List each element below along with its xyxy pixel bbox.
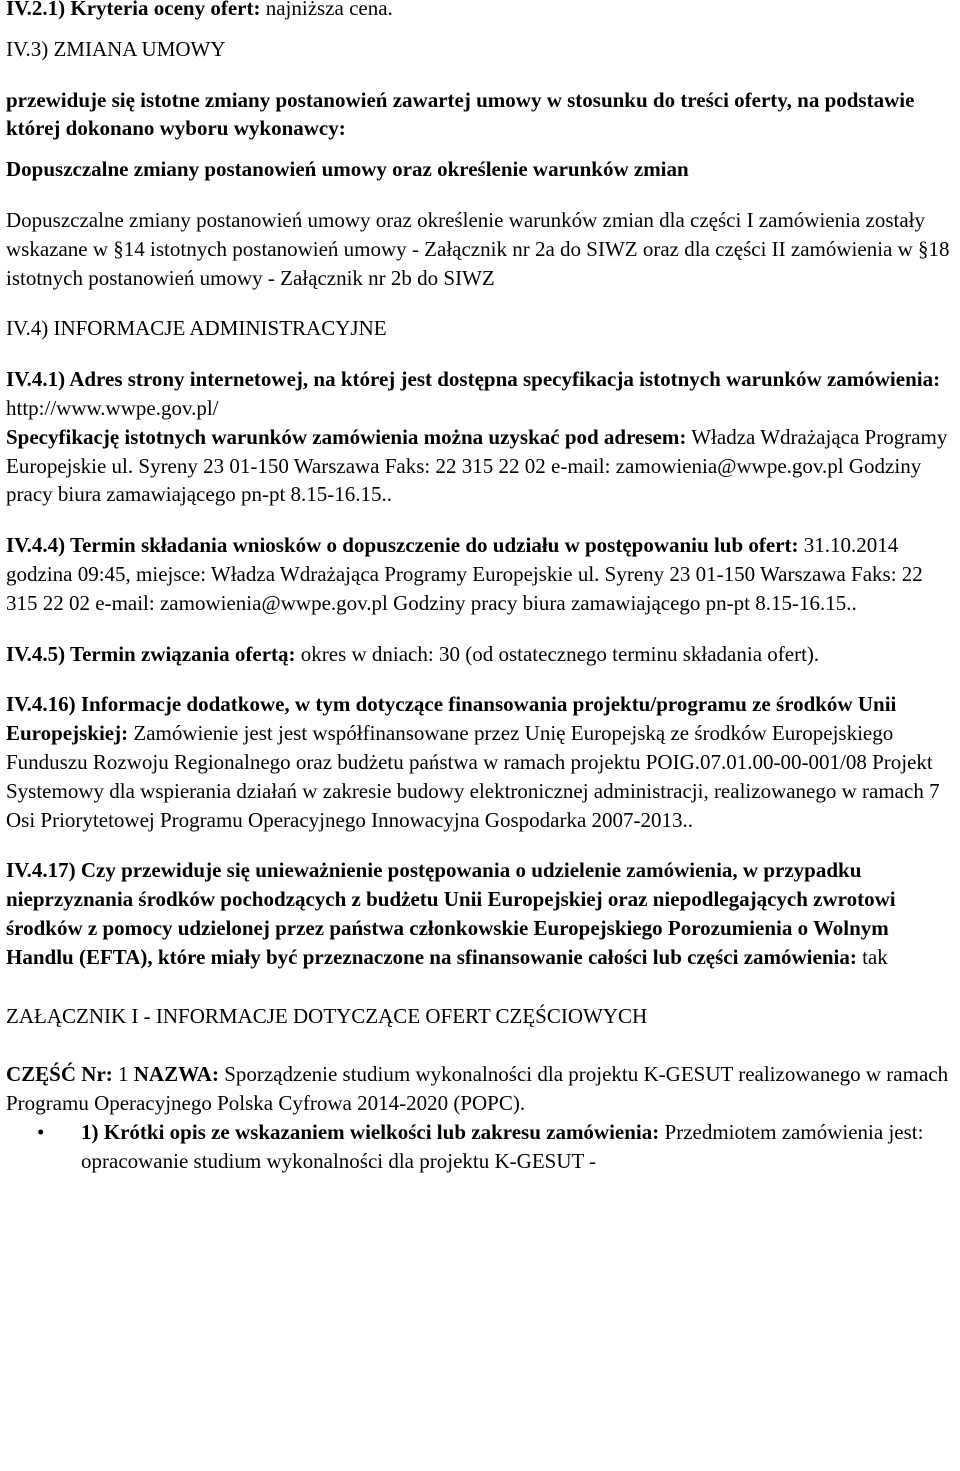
annex-part-label: CZĘŚĆ Nr:: [6, 1062, 113, 1087]
section-iv-4-17: [6, 856, 954, 971]
section-iv-4-heading: IV.4) INFORMACJE ADMINISTRACYJNE: [6, 316, 387, 341]
section-iv-4-4-value: 31.10.2014 godzina 09:45, miejsce: Władza Wdrażająca Programy Europejskie ul. Syreny 23 01-150 Warszawa Faks: 22 315 22 02 e-mail: zamowienia@wwpe.gov.pl Godziny pracy biura zamawiającego pn-pt 8.15-16.15..: [6, 533, 923, 615]
annex-item-1-label: 1) Krótki opis ze wskazaniem wielkości lub zakresu zamówienia:: [81, 1119, 660, 1144]
section-iv-4-1-url: http://www.wwpe.gov.pl/: [6, 395, 219, 420]
annex-item-list: [6, 1118, 954, 1176]
section-iv-4-17-label: IV.4.17) Czy przewiduje się unieważnienie postępowania o udzielenie zamówienia, w przypadku nieprzyznania środków pochodzących z budżetu Unii Europejskiej oraz niepodlegających zwrotowi środków z pomocy udzielonej przez państwa członkowskie Europejskiego Porozumienia o Wolnym Handlu (EFTA), które miały być przeznaczone na sfinansowanie całości lub części zamówienia:: [6, 858, 896, 969]
annex-name-value: Sporządzenie studium wykonalności dla projektu K-GESUT realizowanego w ramach Programu Operacyjnego Polska Cyfrowa 2014-2020 (POPC).: [6, 1062, 949, 1116]
section-iv-4-5-value: okres w dniach: 30 (od ostatecznego terminu składania ofert).: [295, 641, 820, 666]
section-iv-4-16-label: IV.4.16) Informacje dodatkowe, w tym dotyczące finansowania projektu/programu ze środków Unii Europejskiej:: [6, 692, 897, 746]
section-iv-4-1-label2: Specyfikację istotnych warunków zamówienia można uzyskać pod adresem:: [6, 424, 687, 449]
annex-item-1-value: Przedmiotem zamówienia jest: opracowanie studium wykonalności dla projektu K-GESUT -: [81, 1119, 924, 1173]
annex-part: [6, 1060, 954, 1118]
bullet-icon: •: [37, 1119, 45, 1144]
section-iv-3-intro: [6, 86, 954, 144]
section-iv-4-1-label: IV.4.1) Adres strony internetowej, na której jest dostępna specyfikacja istotnych warunków zamówienia:: [6, 367, 941, 392]
section-iv-4-1-address: Władza Wdrażająca Programy Europejskie ul. Syreny 23 01-150 Warszawa Faks: 22 315 22 02 e-mail: zamowienia@wwpe.gov.pl Godziny pracy biura zamawiającego pn-pt 8.15-16.15..: [6, 424, 948, 507]
section-iv-4-4-label: IV.4.4) Termin składania wniosków o dopuszczenie do udziału w postępowaniu lub ofert:: [6, 533, 799, 558]
section-iv-3-intro-text: przewiduje się istotne zmiany postanowień zawartej umowy w stosunku do treści oferty, na podstawie której dokonano wyboru wykonawcy:: [6, 87, 915, 141]
section-iv-2-1-label: IV.2.1) Kryteria oceny ofert:: [6, 0, 261, 20]
section-iv-4-16-value: Zamówienie jest jest współfinansowane przez Unię Europejską ze środków Europejskiego Funduszu Rozwoju Regionalnego oraz budżetu państwa w ramach projektu POIG.07.01.00-00-001/08 Projekt Systemowy dla wspierania działań w zakresie budowy elektronicznej administracji, realizowanego w ramach 7 Osi Priorytetowej Programu Operacyjnego Innowacyjna Gospodarka 2007-2013..: [6, 721, 940, 832]
annex-part-number: 1: [112, 1062, 134, 1087]
document-page: [6, 0, 954, 1176]
annex-heading: ZAŁĄCZNIK I - INFORMACJE DOTYCZĄCE OFERT CZĘŚCIOWYCH: [6, 1003, 648, 1028]
section-iv-2-1: [6, 0, 954, 23]
section-iv-2-1-value: najniższa cena.: [260, 0, 393, 20]
section-iv-3-heading: IV.3) ZMIANA UMOWY: [6, 36, 226, 61]
section-iv-3-subheading: [6, 155, 954, 184]
list-item: [6, 1118, 954, 1176]
section-iv-4-17-value: tak: [856, 944, 888, 969]
section-iv-4-16: [6, 690, 954, 834]
section-iv-3-subheading-text: Dopuszczalne zmiany postanowień umowy oraz określenie warunków zmian: [6, 157, 689, 182]
section-iv-4-5-label: IV.4.5) Termin związania ofertą:: [6, 641, 296, 666]
section-iv-3-body: Dopuszczalne zmiany postanowień umowy oraz określenie warunków zmian dla części I zamówienia zostały wskazane w §14 istotnych postanowień umowy - Załącznik nr 2a do SIWZ oraz dla części II zamówienia w §18 istotnych postanowień umowy - Załącznik nr 2b do SIWZ: [6, 207, 950, 290]
section-iv-4-4: [6, 531, 954, 617]
annex-name-label: NAZWA:: [133, 1062, 219, 1087]
section-iv-4-5: [6, 640, 954, 669]
section-iv-4-1: [6, 365, 954, 509]
